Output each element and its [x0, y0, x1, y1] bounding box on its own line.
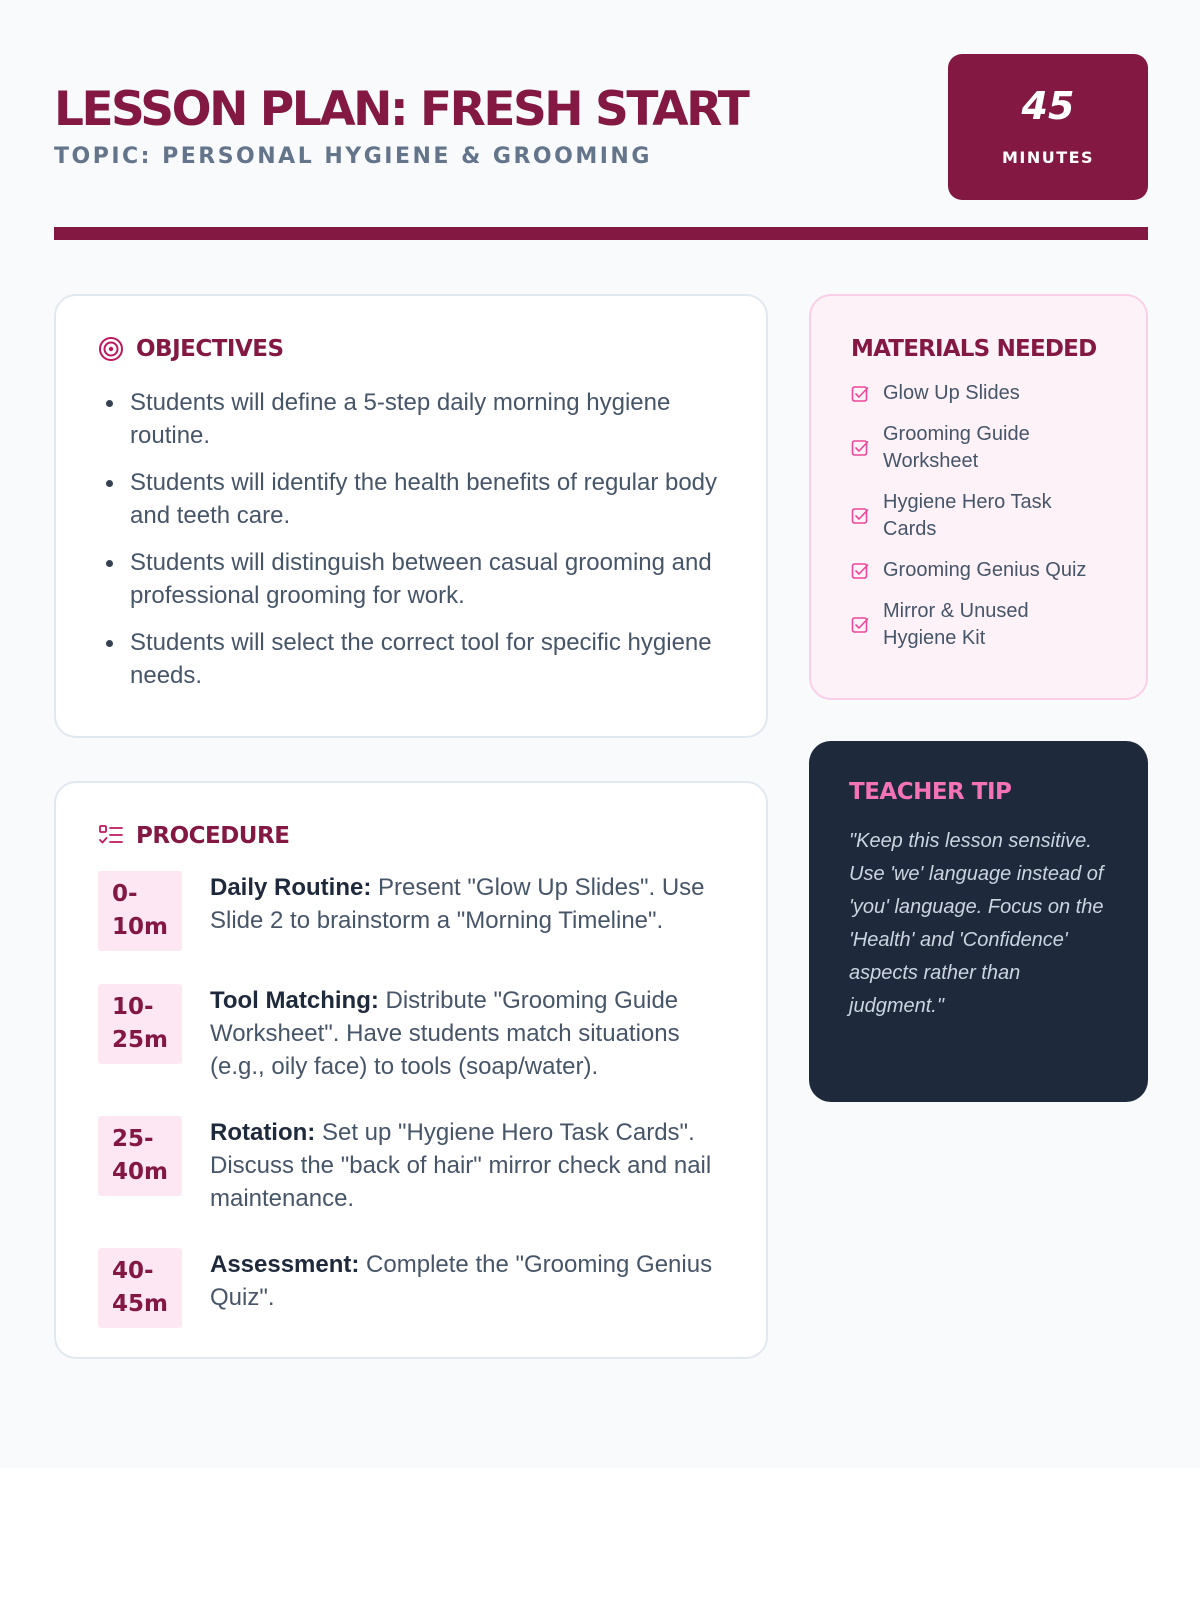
duration-value: 45	[1021, 84, 1075, 128]
duration-badge	[948, 54, 1148, 200]
step-time: 0- 10m	[98, 871, 182, 951]
materials-list	[851, 380, 1106, 652]
checkbox-icon	[851, 507, 869, 525]
material-label: Mirror & Unused Hygiene Kit	[883, 600, 1029, 649]
material-item	[851, 598, 1106, 652]
procedure-steps	[98, 871, 724, 1328]
target-icon	[98, 336, 124, 362]
step-time: 40- 45m	[98, 1248, 182, 1328]
step-label: Rotation:	[209, 1119, 316, 1146]
checkbox-icon	[851, 562, 869, 580]
objectives-heading	[98, 336, 724, 362]
material-label: Grooming Guide Worksheet	[883, 423, 1030, 472]
duration-unit: MINUTES	[1001, 148, 1095, 167]
header-divider	[54, 227, 1148, 240]
material-label: Hygiene Hero Task Cards	[883, 491, 1052, 540]
checklist-icon	[98, 823, 124, 849]
checkbox-icon	[851, 385, 869, 403]
objective-item: Students will define a 5-step daily morning hygiene routine.	[98, 386, 724, 452]
objectives-list	[98, 386, 724, 692]
step-description	[210, 984, 724, 1083]
procedure-step	[98, 1116, 724, 1215]
teacher-tip-text: "Keep this lesson sensitive. Use 'we' language instead of 'you' language. Focus on the 'Health' and 'Confidence' aspects rather than judgment."	[849, 830, 1104, 1017]
teacher-tip-title: TEACHER TIP	[849, 779, 1012, 805]
page-subtitle: TOPIC: PERSONAL HYGIENE & GROOMING	[54, 144, 652, 169]
procedure-step	[98, 871, 724, 951]
step-label: Assessment:	[209, 1251, 360, 1278]
objectives-card	[54, 294, 768, 738]
material-label: Glow Up Slides	[883, 382, 1020, 404]
step-text: Distribute "Grooming Guide Worksheet". Have students match situations (e.g., oily face) to tools (soap/water).	[209, 987, 680, 1080]
procedure-title: PROCEDURE	[136, 823, 290, 849]
material-label: Grooming Genius Quiz	[883, 559, 1087, 581]
step-label: Daily Routine:	[209, 874, 372, 901]
step-label: Tool Matching:	[209, 987, 379, 1014]
page-title: LESSON PLAN: FRESH START	[54, 82, 748, 137]
procedure-heading	[98, 823, 724, 849]
step-time: 10- 25m	[98, 984, 182, 1064]
step-description	[210, 1116, 724, 1215]
objectives-title: OBJECTIVES	[136, 336, 284, 362]
procedure-card	[54, 781, 768, 1359]
checkbox-icon	[851, 616, 869, 634]
teacher-tip-card	[809, 741, 1148, 1102]
procedure-step	[98, 984, 724, 1083]
objective-item: Students will select the correct tool for specific hygiene needs.	[98, 626, 724, 692]
step-text: Present "Glow Up Slides". Use Slide 2 to brainstorm a "Morning Timeline".	[209, 874, 705, 934]
material-item	[851, 489, 1106, 543]
checkbox-icon	[851, 439, 869, 457]
material-item	[851, 380, 1106, 407]
material-item	[851, 557, 1106, 584]
objective-item: Students will distinguish between casual grooming and professional grooming for work.	[98, 546, 724, 612]
step-description	[210, 1248, 724, 1314]
step-text: Set up "Hygiene Hero Task Cards". Discuss the "back of hair" mirror check and nail maintenance.	[209, 1119, 712, 1212]
step-text: Complete the "Grooming Genius Quiz".	[209, 1251, 713, 1311]
material-item	[851, 421, 1106, 475]
procedure-step	[98, 1248, 724, 1328]
header	[54, 54, 1148, 200]
materials-title: MATERIALS NEEDED	[851, 336, 1097, 362]
step-description	[210, 871, 724, 937]
materials-card	[809, 294, 1148, 700]
step-time: 25- 40m	[98, 1116, 182, 1196]
objective-item: Students will identify the health benefits of regular body and teeth care.	[98, 466, 724, 532]
